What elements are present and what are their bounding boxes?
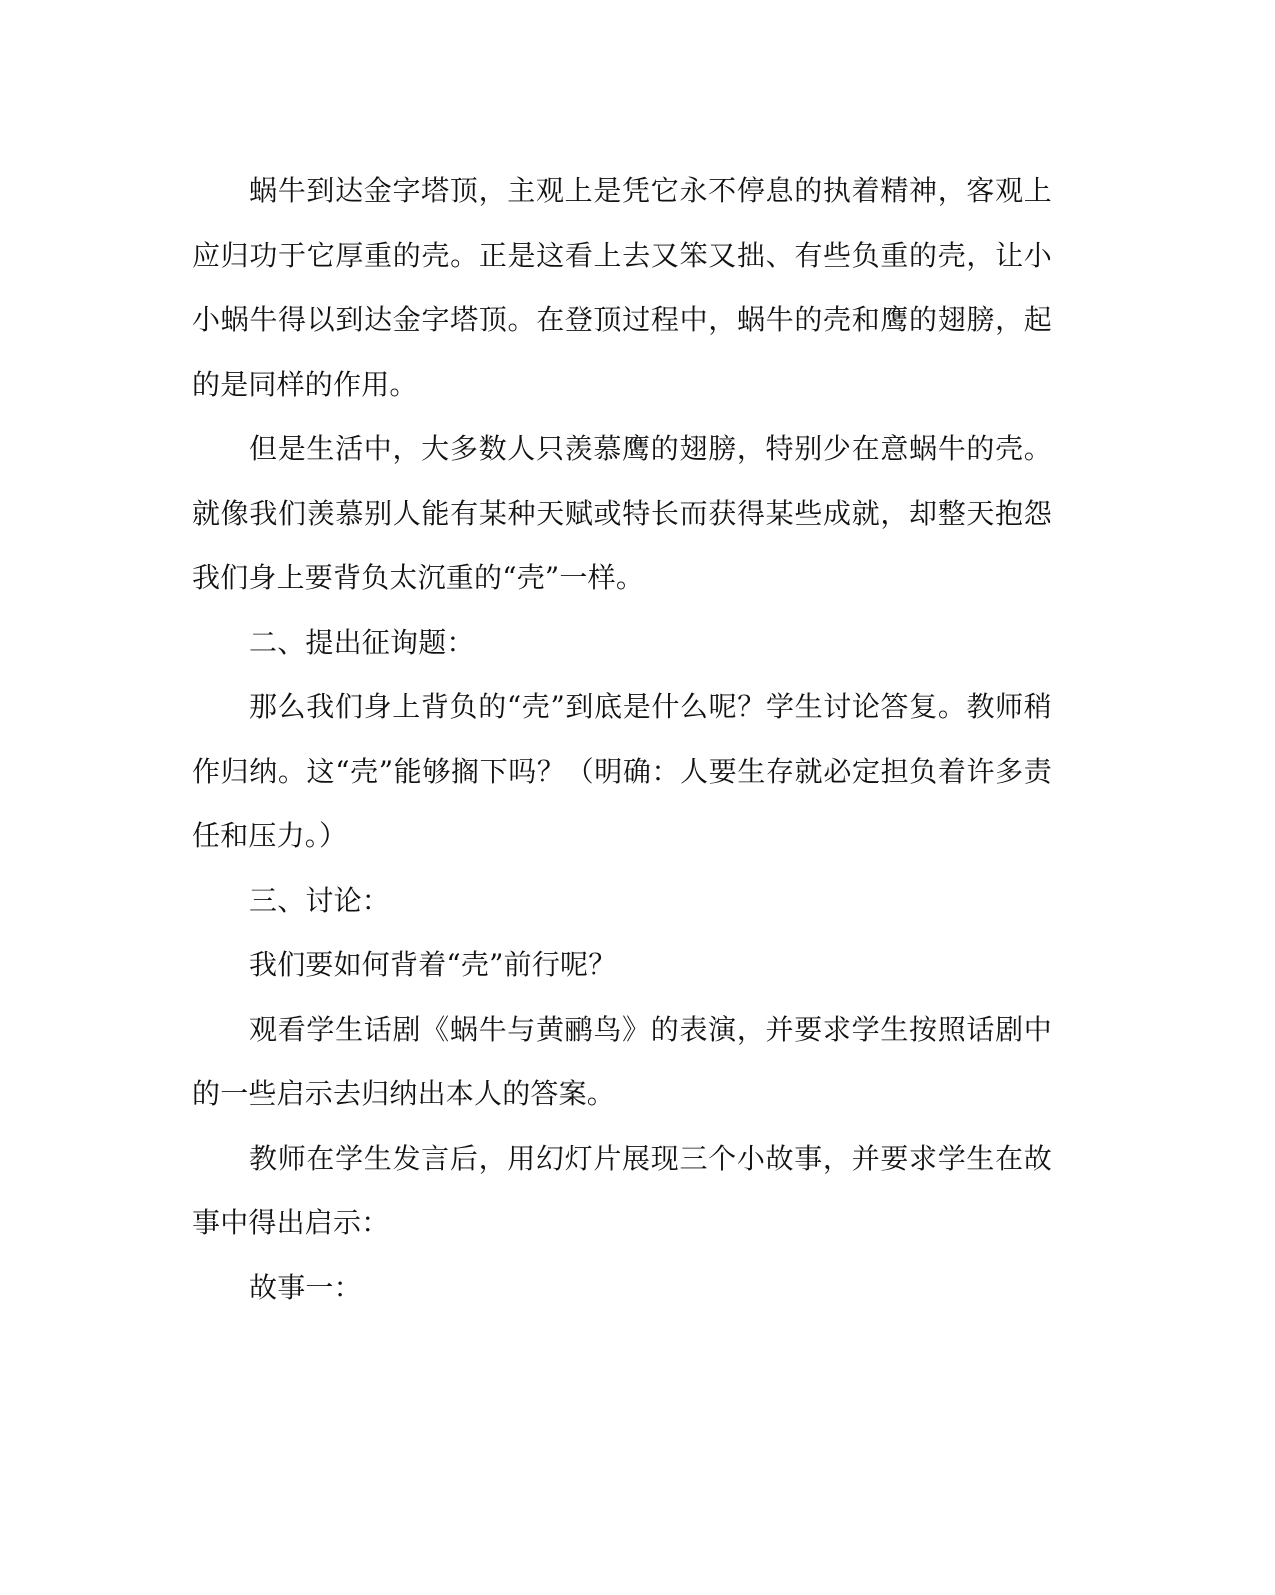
text-line: 应归功于它厚重的壳。正是这看上去又笨又拙、有些负重的壳，让小 [192,238,1052,272]
text-line: 那么我们身上背负的“壳”到底是什么呢？学生讨论答复。教师稍 [249,690,1052,723]
text-line: 我们要如何背着“壳”前行呢？ [249,948,617,981]
text-line: 我们身上要背负太沉重的“壳”一样。 [192,561,645,594]
text-line: 蜗牛到达金字塔顶，主观上是凭它永不停息的执着精神，客观上 [249,174,1052,207]
text-line: 观看学生话剧《蜗牛与黄鹂鸟》的表演，并要求学生按照话剧中 [249,1012,1052,1046]
text-line: 的一些启示去归纳出本人的答案。 [192,1077,616,1110]
paragraph-story-one [192,1256,1052,1321]
text-line: 任和压力。） [192,819,348,852]
text-line: 就像我们羡慕别人能有某种天赋或特长而获得某些成就，却整天抱怨 [192,496,1052,530]
text-line: 三、讨论： [249,883,391,917]
paragraph-what-is-shell [192,675,1052,869]
paragraph-envy-wings [192,417,1052,611]
text-line: 的是同样的作用。 [192,367,418,401]
paragraph-discussion-question [192,933,1052,998]
text-line: 教师在学生发言后，用幻灯片展现三个小故事，并要求学生在故 [249,1141,1052,1175]
text-line: 小蜗牛得以到达金字塔顶。在登顶过程中，蜗牛的壳和鹰的翅膀，起 [192,303,1052,336]
section-heading-question [192,611,1052,676]
section-heading-discussion [192,869,1052,934]
paragraph-drama [192,998,1052,1127]
text-line: 但是生活中，大多数人只羡慕鹰的翅膀，特别少在意蜗牛的壳。 [249,432,1052,465]
text-line: 二、提出征询题： [249,625,475,659]
paragraph-slides [192,1127,1052,1256]
text-line: 故事一： [249,1270,362,1304]
text-line: 作归纳。这“壳”能够搁下吗？（明确：人要生存就必定担负着许多责 [192,754,1052,788]
document-body [192,159,1052,1320]
text-line: 事中得出启示： [192,1206,390,1239]
paragraph-snail-shell [192,159,1052,417]
